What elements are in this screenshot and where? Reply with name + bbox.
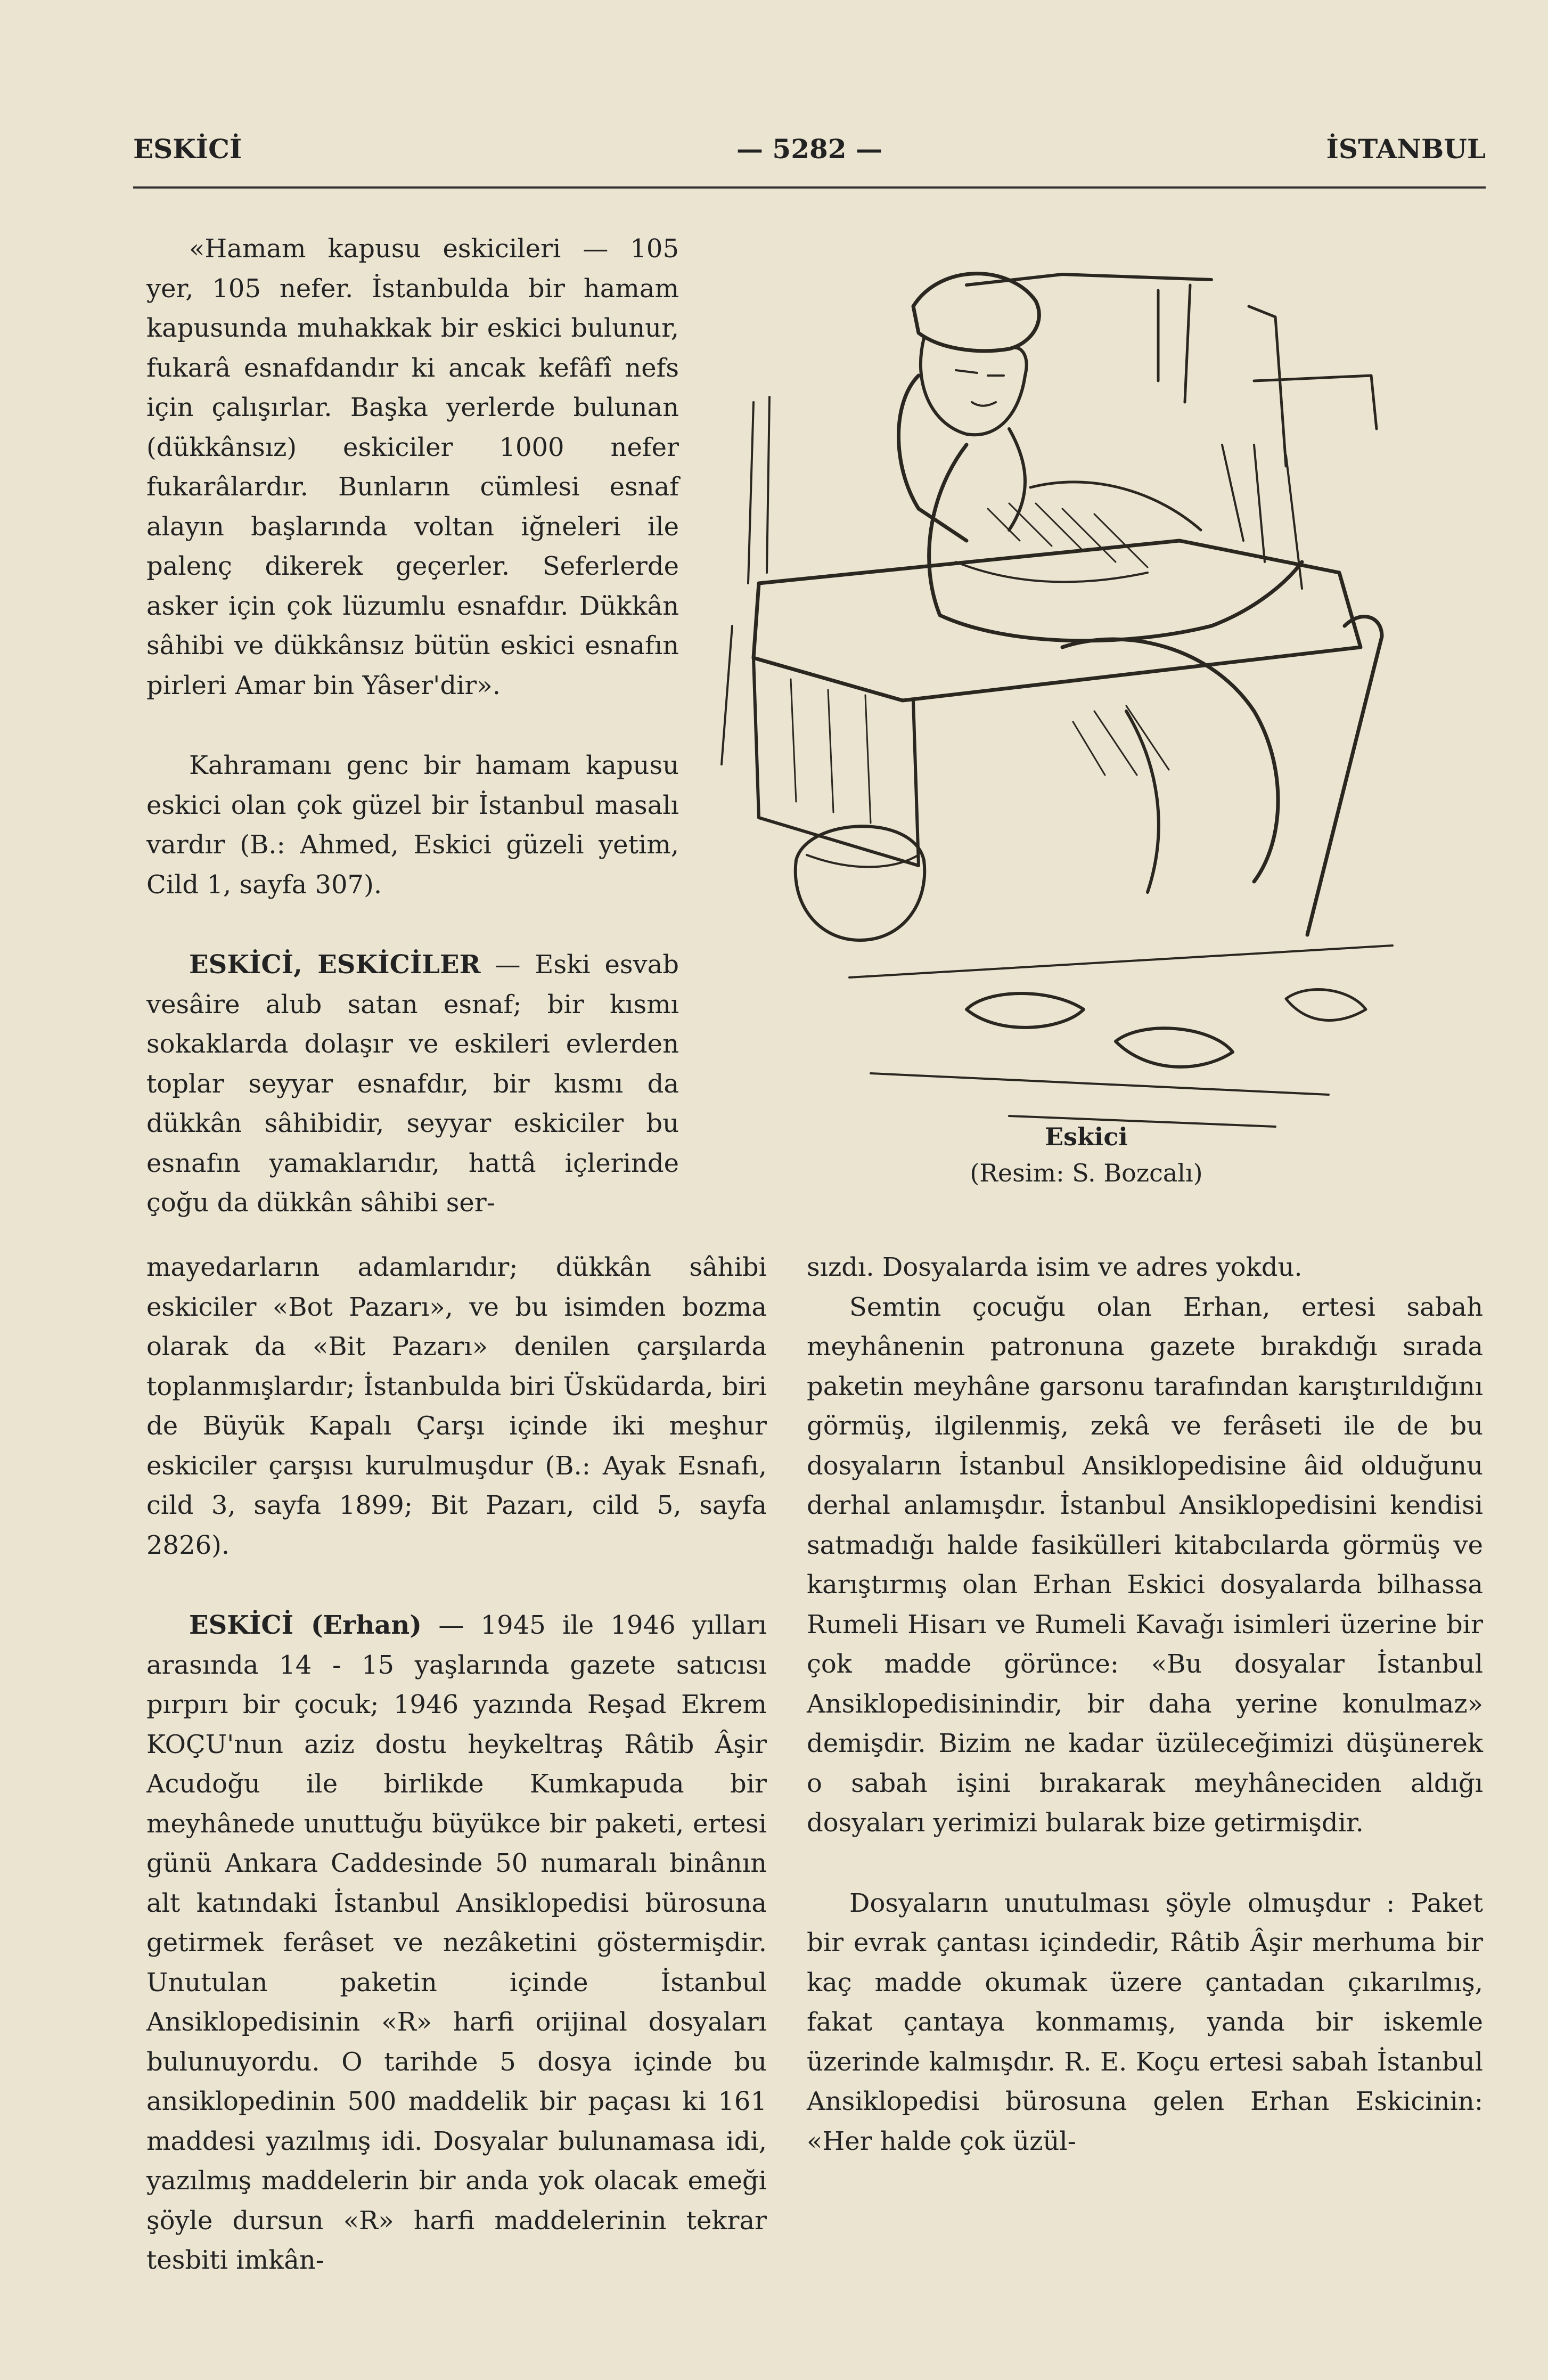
header-volume-title: İSTANBUL bbox=[1326, 133, 1486, 165]
entry-heading-erhan: ESKİCİ (Erhan) bbox=[189, 1610, 422, 1640]
caption-credit: (Resim: S. Bozcalı) bbox=[970, 1159, 1203, 1187]
entry-heading-eskiciler: ESKİCİ, ESKİCİLER bbox=[189, 950, 481, 980]
eskici-illustration bbox=[690, 242, 1483, 1137]
figure-caption bbox=[700, 1119, 1472, 1191]
left-column-top bbox=[146, 229, 679, 1223]
paragraph-eskiciler bbox=[146, 945, 679, 1223]
paragraph-right-3: Dosyaların unutulması şöyle olmuşdur : Paket bir evrak çantası içindedir, Râtib Âşir merhuma bir kaç madde okumak üzere çantadan çıkarılmış, fakat çantaya konmamış, yanda bir iskemle üzerinde kalmışdır. R. E. Koçu ertesi sabah İstanbul Ansiklopedisi bürosuna gelen Erhan Eskicinin: «Her halde çok üzül- bbox=[807, 1888, 1483, 2156]
entry-text-eskiciler: — Eski esvab vesâire alub satan esnaf; bir kısmı sokaklarda dolaşır ve eskileri evlerden toplar seyyar esnafdır, bir kısmı da dükkân sâhibidir, seyyar eskiciler bu esnafın yamaklarıdır, hattâ içlerinde çoğu da dükkân sâhibi ser- bbox=[146, 950, 679, 1218]
left-column-bottom bbox=[146, 1248, 767, 2280]
right-column bbox=[807, 1248, 1483, 2161]
entry-text-erhan: — 1945 ile 1946 yılları arasında 14 - 15 yaşlarında gazete satıcısı pırpırı bir çocuk; 1946 yazında Reşad Ekrem KOÇU'nun aziz dostu heykeltraş Râtib Âşir Acudoğu ile birlikde Kumkapuda bir meyhânede unuttuğu büyükce bir paketi, ertesi günü Ankara Caddesinde 50 numaralı binânın alt katındaki İstanbul Ansiklopedisi bürosuna getirmek ferâset ve nezâketini göstermişdir. Unutulan paketin içinde İstanbul Ansiklopedisinin «R» harfi orijinal dosyaları bulunuyordu. O tarihde 5 dosya içinde bu ansiklopedinin 500 maddelik bir paçası ki 161 maddesi yazılmış idi. Dosyalar bulunamasa idi, yazılmış maddelerin bir anda yok olacak emeği şöyle dursun «R» harfi maddelerinin tekrar tesbiti imkân- bbox=[146, 1610, 767, 2275]
paragraph-eskiciler-cont: mayedarların adamlarıdır; dükkân sâhibi eskiciler «Bot Pazarı», ve bu isimden bozma olarak da «Bit Pazarı» denilen çarşılarda toplanmışlardır; İstanbulda biri Üsküdarda, biri de Büyük Kapalı Çarşı içinde iki meşhur eskiciler çarşısı kurulmuşdur (B.: Ayak Esnafı, cild 3, sayfa 1899; Bit Pazarı, cild 5, sayfa 2826). bbox=[146, 1252, 767, 1560]
caption-title: Eskici bbox=[1045, 1122, 1128, 1151]
page-number: — 5282 — bbox=[736, 133, 882, 165]
paragraph-tale: Kahramanı genc bir hamam kapusu eskici olan çok güzel bir İstanbul masalı vardır (B.: Ahmed, Eskici güzeli yetim, Cild 1, sayfa 307). bbox=[146, 751, 679, 900]
paragraph-quote: «Hamam kapusu eskicileri — 105 yer, 105 nefer. İstanbulda bir hamam kapusunda muhakkak bir eskici bulunur, fukarâ esnafdandır ki ancak kefâfî nefs için çalışırlar. Başka yerlerde bulunan (dükkânsız) eskiciler 1000 nefer fukarâlardır. Bunların cümlesi esnaf alayın başlarında voltan iğneleri ile palenç dikerek geçerler. Seferlerde asker için çok lüzumlu esnafdır. Dükkân sâhibi ve dükkânsız bütün eskici esnafın pirleri Amar bin Yâser'dir». bbox=[146, 234, 679, 700]
paragraph-erhan bbox=[146, 1605, 767, 2280]
paragraph-right-2: Semtin çocuğu olan Erhan, ertesi sabah meyhânenin patronuna gazete bırakdığı sırada paketin meyhâne garsonu tarafından karıştırıldığını görmüş, ilgilenmiş, zekâ ve ferâseti ile de bu dosyaların İstanbul Ansiklopedisine âid olduğunu derhal anlamışdır. İstanbul Ansiklopedisini kendisi satmadığı halde fasikülleri kitabcılarda görmüş ve karıştırmış olan Erhan Eskici dosyalarda bilhassa Rumeli Hisarı ve Rumeli Kavağı isimleri üzerine bir çok madde görünce: «Bu dosyalar İstanbul Ansiklopedisinindir, bir daha yerine konulmaz» demişdir. Bizim ne kadar üzüleceğimizi düşünerek o sabah işini bırakarak meyhâneciden aldığı dosyaları yerimizi bularak bize getirmişdir. bbox=[807, 1292, 1483, 1838]
paragraph-right-1: sızdı. Dosyalarda isim ve adres yokdu. bbox=[807, 1252, 1303, 1282]
page-header bbox=[133, 133, 1486, 176]
header-entry-word: ESKİCİ bbox=[133, 133, 242, 165]
header-rule bbox=[133, 186, 1486, 189]
